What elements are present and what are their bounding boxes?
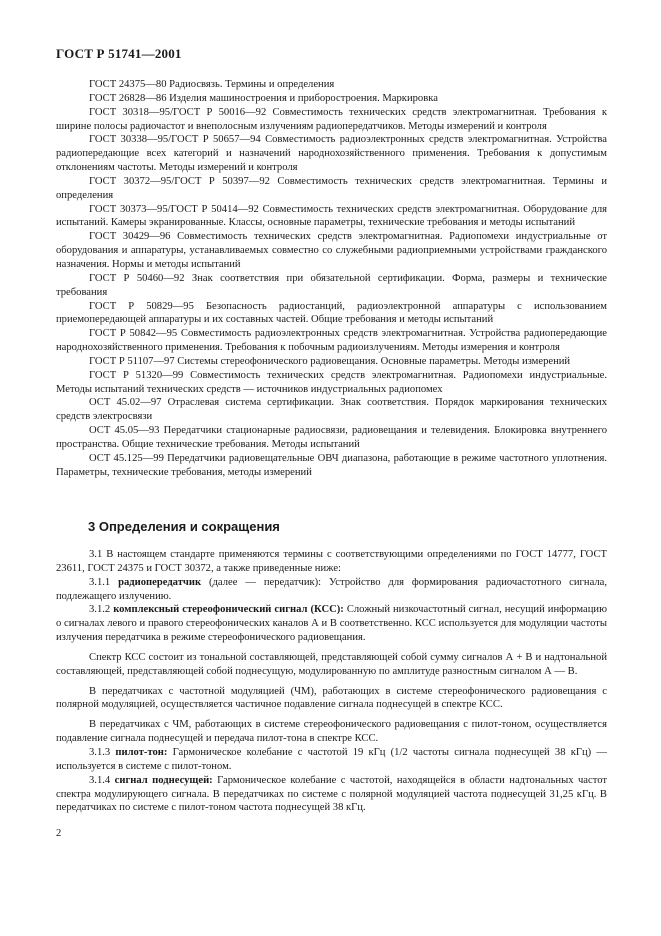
reference-item: ГОСТ 24375—80 Радиосвязь. Термины и определения [89, 79, 335, 90]
paragraph-fm-polar: В передатчиках с частотной модуляцией (ЧМ), работающих в системе стереофонического радиовещания с полярной модуляцией, осуществляется частичное подавление сигнала поднесущей в спектре КСС. [56, 685, 607, 711]
reference-item: ГОСТ Р 51107—97 Системы стереофонического радиовещания. Основные параметры. Методы измерений [89, 355, 571, 367]
section-heading: 3 Определения и сокращения [88, 519, 280, 534]
definition-text: Гармоническое колебание с частотой, находящейся в области надтональных частот спектра модулирующего сигнала. В передатчиках по системе с полярной модуляцией частота поднесущей 31,25 кГц. В передатчиках по системе с пилот-тоном частота поднесущей 38 кГц. [56, 774, 607, 814]
definition-complex-stereo-signal [56, 603, 607, 645]
definition-term: радиопередатчик [118, 576, 202, 588]
paragraph-spectrum: Спектр КСС состоит из тональной составляющей, представляющей собой сумму сигналов А + В и надтональной составляющей, представляющей собой поднесущую, модулированную по амплитуде разностным сигналом А — В. [56, 651, 607, 677]
reference-item: ГОСТ Р 51320—99 Совместимость технических средств электромагнитная. Радиопомехи индустриальные. Методы испытаний технических средств — источников индустриальных радиопомех [56, 369, 607, 395]
reference-item: ГОСТ 30429—96 Совместимость технических средств электромагнитная. Радиопомехи индустриальные от оборудования и аппаратуры, устанавливаемых совместно со служебными радиоприемными устройствами гражданского назначения. Нормы и методы испытаний [56, 231, 607, 270]
definition-number: 3.1.4 [89, 774, 111, 786]
definition-term: сигнал поднесущей: [114, 774, 213, 786]
definition-transmitter [56, 576, 607, 604]
definitions-section [56, 548, 607, 815]
reference-item: ГОСТ 30373—95/ГОСТ Р 50414—92 Совместимость технических средств электромагнитная. Оборудование для испытаний. Камеры экранированные. Классы, основные параметры, технические требования и методы испытаний [56, 203, 607, 229]
definition-term: комплексный стереофонический сигнал (КСС): [113, 604, 344, 616]
reference-item: ГОСТ Р 50842—95 Совместимость радиоэлектронных средств электромагнитная. Устройства радиопередающие народнохозяйственного применения. Требования к побочным радиоизлучениям. Методы измерения и контроля [56, 328, 607, 354]
definition-text: Сложный низкочастотный сигнал, несущий информацию о сигналах левого и правого стереофонических каналов А и В соответственно. КСС используется для модуляции частоты излучения передатчика в режиме стереофонического радиовещания. [56, 604, 607, 644]
reference-item: ГОСТ Р 50460—92 Знак соответствия при обязательной сертификации. Форма, размеры и технические требования [56, 272, 607, 298]
reference-item: ОСТ 45.02—97 Отраслевая система сертификации. Знак соответствия. Порядок маркирования технических средств электросвязи [56, 397, 607, 423]
reference-item: ГОСТ 30318—95/ГОСТ Р 50016—92 Совместимость технических средств электромагнитная. Требования к ширине полосы радиочастот и внеполосным излучениям радиопередатчиков. Методы измерений и контроля [56, 106, 607, 132]
normative-references-list [56, 78, 607, 479]
definition-number: 3.1.1 [89, 576, 111, 588]
definition-term: пилот-тон: [115, 746, 168, 758]
reference-item: ГОСТ 30372—95/ГОСТ Р 50397—92 Совместимость технических средств электромагнитная. Термины и определения [56, 175, 607, 201]
reference-item: ОСТ 45.125—99 Передатчики радиовещательные ОВЧ диапазона, работающие в режиме частотного уплотнения. Параметры, технические требования, методы измерений [56, 452, 607, 478]
document-code-header: ГОСТ Р 51741—2001 [56, 46, 182, 61]
definition-number: 3.1.2 [89, 604, 111, 616]
definition-number: 3.1.3 [89, 746, 111, 758]
reference-item: ГОСТ 26828—86 Изделия машиностроения и приборостроения. Маркировка [89, 92, 438, 104]
reference-item: ГОСТ Р 50829—95 Безопасность радиостанций, радиоэлектронной аппаратуры с использованием приемопередающей аппаратуры и их составных частей. Общие требования и методы испытаний [56, 300, 607, 326]
definition-subcarrier [56, 774, 607, 816]
reference-item: ОСТ 45.05—93 Передатчики стационарные радиосвязи, радиовещания и телевидения. Блокировка внутреннего пространства. Общие технические требования. Методы испытаний [56, 425, 607, 450]
definition-text: Гармоническое колебание с частотой 19 кГц (1/2 частоты сигнала поднесущей 38 кГц) — используется в системе с пилот-тоном. [56, 746, 608, 772]
page-number: 2 [56, 828, 62, 839]
definition-pilot-tone [56, 746, 607, 774]
paragraph-fm-pilot: В передатчиках с ЧМ, работающих в системе стереофонического радиовещания с пилот-тоном, осуществляется подавление сигнала поднесущей и передача пилот-тона в спектре КСС. [56, 719, 607, 745]
reference-item: ГОСТ 30338—95/ГОСТ Р 50657—94 Совместимость радиоэлектронных средств электромагнитная. Устройства радиопередающие всех категорий и назначений народнохозяйственного применения. Требования к допустимым отклонениям частоты. Методы измерений и контроля [56, 134, 607, 174]
definition-text: (далее — передатчик): Устройство для формирования радиочастотного сигнала, подлежащего излучению. [56, 576, 608, 602]
definitions-intro: 3.1 В настоящем стандарте применяются термины с соответствующими определениями по ГОСТ 14777, ГОСТ 23611, ГОСТ 24375 и ГОСТ 30372, а также приведенные ниже: [56, 549, 607, 574]
